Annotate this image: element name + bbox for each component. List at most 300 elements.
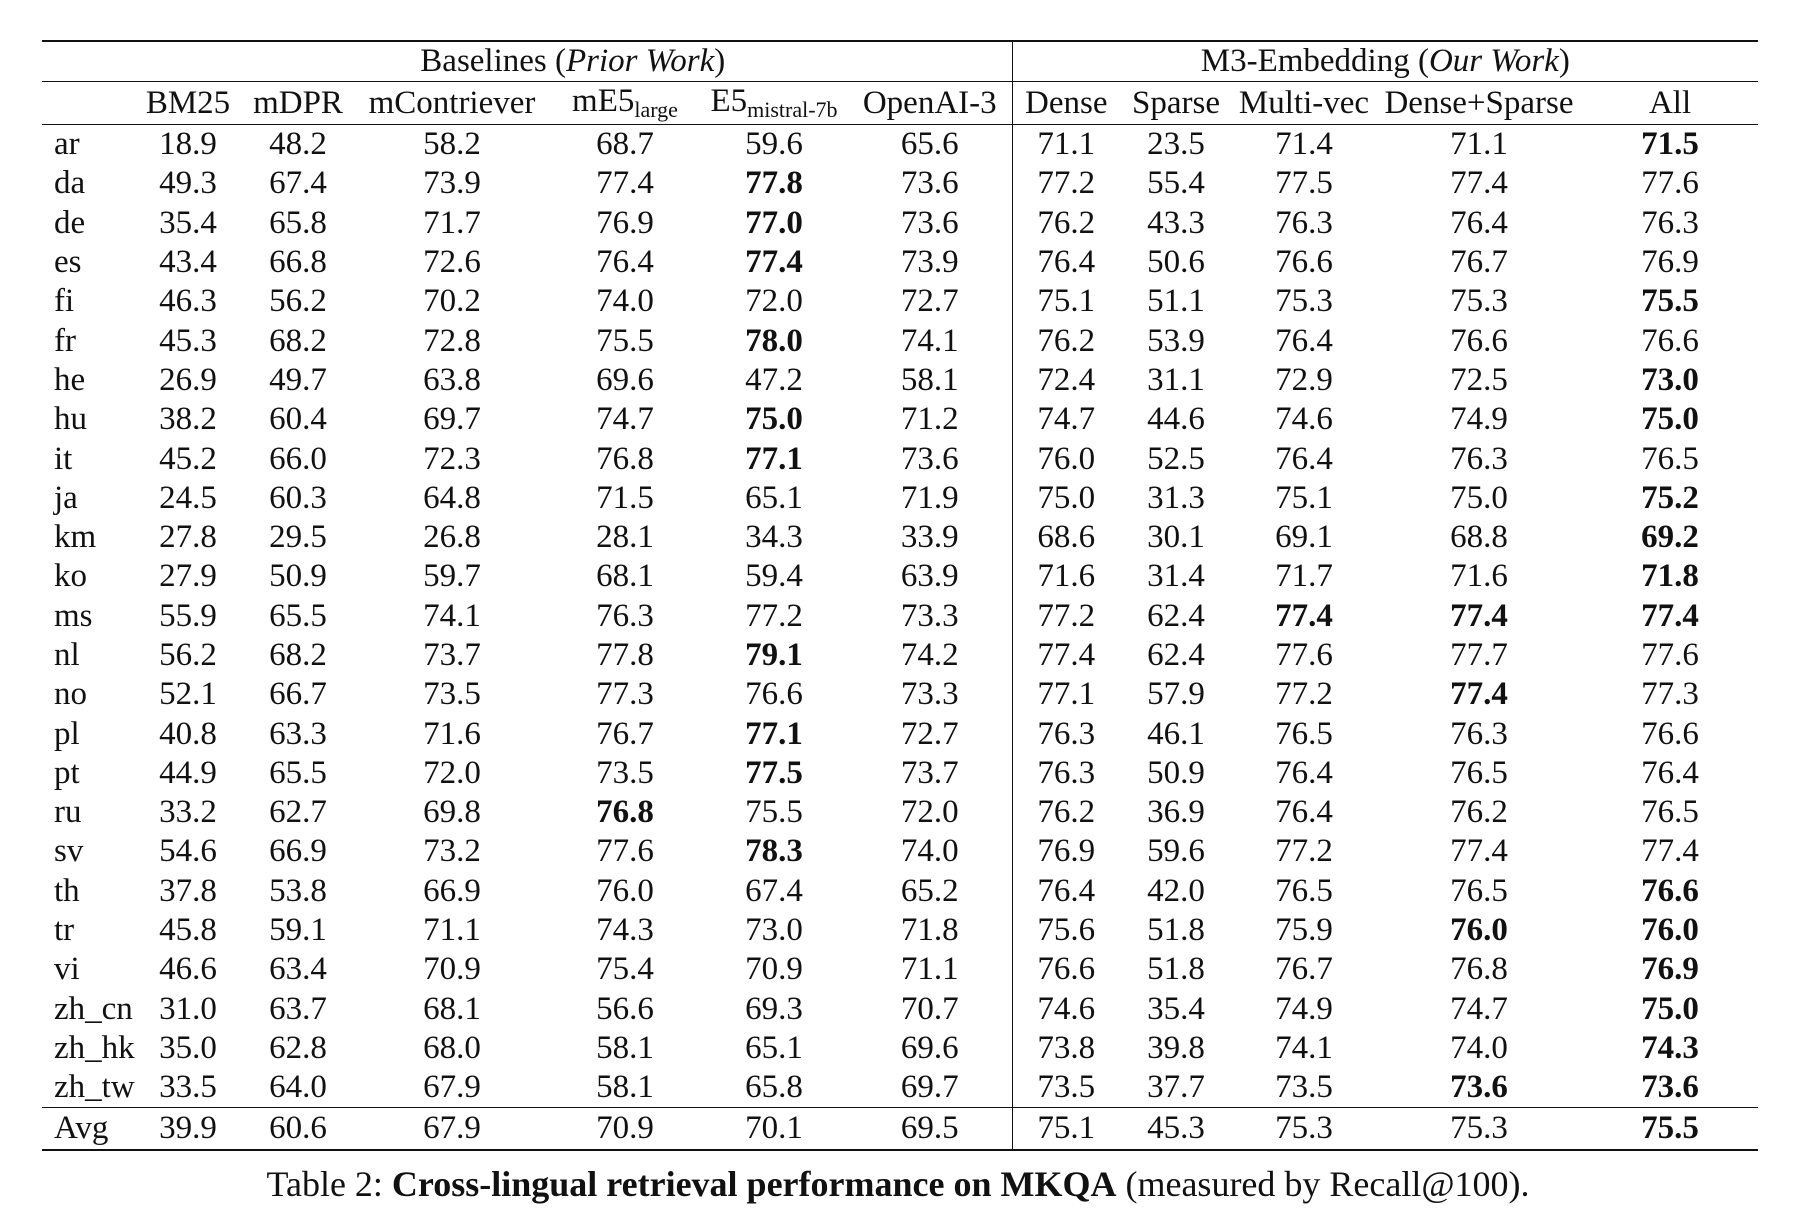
value-cell: 70.1 [700,1108,848,1151]
value-cell: 70.9 [745,951,803,988]
value-cell: 69.3 [745,990,803,1027]
value-cell: 77.4 [596,165,654,202]
value-cell: 75.3 [1232,1108,1376,1151]
value-cell: 71.1 [423,912,481,949]
table-row [42,361,1758,400]
table-row [42,479,1758,518]
value-cell: 77.6 [1641,165,1699,202]
table-row [42,439,1758,478]
value-cell: 71.6 [423,715,481,752]
value-cell: 76.5 [1450,872,1508,909]
value-cell: 76.7 [1450,244,1508,281]
column-header [1376,82,1582,125]
value-cell: 66.9 [269,833,327,870]
value-cell: 77.6 [596,833,654,870]
value-cell: 76.5 [1641,440,1699,477]
value-cell: 76.3 [1641,204,1699,241]
table-row [42,793,1758,832]
value-cell: 45.2 [159,440,217,477]
value-cell: 46.1 [1147,715,1205,752]
table-row [42,282,1758,321]
value-cell: 27.8 [159,519,217,556]
value-cell: 77.8 [745,165,803,202]
value-cell: 75.3 [1275,283,1333,320]
value-cell: 76.5 [1275,872,1333,909]
column-header-label: Sparse [1132,84,1220,121]
value-cell: 71.8 [900,912,959,949]
value-cell: 74.0 [900,833,959,870]
value-cell: 37.8 [159,872,217,909]
value-cell: 76.6 [1275,244,1333,281]
value-cell: 63.7 [269,990,327,1027]
language-cell: fr [54,322,76,359]
column-header-label: mContriever [368,84,536,121]
value-cell: 44.6 [1147,401,1205,438]
value-cell: 77.1 [745,715,803,752]
value-cell: 51.1 [1147,283,1205,320]
value-cell: 73.5 [1012,1068,1120,1108]
value-cell: 56.2 [159,637,217,673]
value-cell: 77.4 [1450,597,1508,634]
value-cell: 76.4 [1275,440,1333,477]
value-cell: 72.6 [423,244,481,281]
column-header-label: OpenAI-3 [862,84,997,121]
language-cell: no [54,676,87,713]
value-cell: 73.9 [900,244,959,281]
value-cell: 26.8 [423,519,481,556]
value-cell: 68.6 [1012,518,1120,557]
value-cell: 76.2 [1450,794,1508,831]
value-cell: 75.5 [745,794,803,831]
column-header [550,82,700,125]
value-cell: 35.0 [159,1029,217,1066]
value-cell: 74.9 [1275,990,1333,1027]
language-cell: ko [54,558,87,595]
value-cell: 65.5 [269,597,327,634]
table-row [42,872,1758,911]
value-cell: 73.6 [1450,1069,1508,1106]
value-cell: 75.1 [1012,1108,1120,1151]
value-cell: 76.6 [1450,322,1508,359]
table-row [42,164,1758,203]
value-cell: 76.4 [1275,754,1333,791]
value-cell: 69.5 [848,1108,1012,1151]
language-cell: da [54,165,86,202]
value-cell: 56.6 [596,990,654,1027]
language-cell: hu [54,401,87,438]
value-cell: 77.2 [745,597,803,634]
results-table [42,40,1758,1151]
value-cell: 77.2 [1275,833,1333,870]
table-row [42,832,1758,871]
value-cell: 47.2 [745,361,803,398]
value-cell: 76.0 [1641,912,1699,949]
value-cell: 75.0 [1641,990,1699,1027]
value-cell: 73.5 [423,676,481,713]
value-cell: 59.4 [745,558,803,595]
value-cell: 74.3 [596,912,654,949]
value-cell: 75.3 [1376,1108,1582,1151]
value-cell: 74.7 [1450,990,1508,1027]
column-header-label: Multi-vec [1238,84,1370,121]
value-cell: 73.0 [1641,361,1699,398]
baselines-group-header: Baselines (Prior Work) [134,41,1012,82]
value-cell: 73.6 [1641,1069,1699,1106]
value-cell: 76.4 [1450,204,1508,241]
value-cell: 55.9 [159,597,217,634]
value-cell: 77.4 [1450,833,1508,870]
value-cell: 76.4 [1275,794,1333,831]
value-cell: 44.9 [159,754,217,791]
value-cell: 63.9 [900,558,959,595]
value-cell: 76.4 [1012,243,1120,282]
value-cell: 76.0 [596,872,654,909]
value-cell: 67.9 [354,1108,550,1151]
value-cell: 57.9 [1147,676,1205,713]
language-cell: zh_tw [54,1069,135,1106]
value-cell: 68.1 [596,558,654,595]
value-cell: 73.7 [900,754,959,791]
value-cell: 75.3 [1450,283,1508,320]
value-cell: 74.7 [596,401,654,438]
value-cell: 74.2 [900,637,959,673]
value-cell: 64.0 [269,1069,327,1106]
value-cell: 72.7 [900,715,959,752]
value-cell: 71.1 [1376,125,1582,165]
language-cell: de [54,204,86,241]
value-cell: 76.3 [1275,204,1333,241]
value-cell: 69.6 [596,361,654,398]
corner-cell [42,41,134,82]
language-cell: ar [42,125,134,165]
table-row [42,675,1758,714]
value-cell: 70.9 [550,1108,700,1151]
value-cell: 70.7 [900,990,959,1027]
value-cell: 26.9 [159,361,217,398]
value-cell: 24.5 [159,479,217,516]
value-cell: 77.3 [1641,676,1699,713]
value-cell: 76.4 [596,244,654,281]
column-header-label: Dense+Sparse [1384,84,1574,121]
value-cell: 69.7 [423,401,481,438]
value-cell: 72.0 [900,794,959,831]
language-cell: pl [54,715,80,752]
value-cell: 76.6 [1012,950,1120,989]
value-cell: 70.9 [423,951,481,988]
value-cell: 67.4 [745,872,803,909]
table-row [42,1029,1758,1068]
value-cell: 69.8 [423,794,481,831]
language-cell: nl [54,637,80,673]
column-header-subscript: mistral-7b [747,97,838,122]
value-cell: 77.3 [596,676,654,713]
value-cell: 68.8 [1450,519,1508,556]
table-row [42,636,1758,675]
value-cell: 31.3 [1147,479,1205,516]
value-cell: 73.6 [900,440,959,477]
value-cell: 73.3 [900,676,959,713]
value-cell: 74.1 [423,597,481,634]
value-cell: 75.0 [745,401,803,438]
language-cell: Avg [42,1108,134,1151]
value-cell: 43.4 [159,244,217,281]
value-cell: 71.7 [1275,558,1333,595]
value-cell: 71.5 [1582,125,1758,165]
table-caption: Table 2: Cross-lingual retrieval performance on MKQA (measured by Recall@100). [266,1164,1530,1204]
column-header [1582,82,1758,125]
table-row [42,204,1758,243]
table-row [42,321,1758,360]
value-cell: 77.8 [596,637,654,673]
language-cell: sv [54,833,84,870]
value-cell: 43.3 [1147,204,1205,241]
language-cell: km [54,519,97,556]
value-cell: 31.0 [159,990,217,1027]
value-cell: 71.5 [596,479,654,516]
value-cell: 65.5 [269,754,327,791]
table-body [42,125,1758,1108]
m3-group-header: M3-Embedding (Our Work) [1012,41,1758,82]
value-cell: 75.9 [1275,912,1333,949]
value-cell: 46.3 [159,283,217,320]
value-cell: 76.9 [1641,951,1699,988]
value-cell: 77.4 [1275,597,1333,634]
column-header-label: BM25 [145,84,231,121]
value-cell: 67.4 [269,165,327,202]
table-row [42,950,1758,989]
value-cell: 68.2 [269,322,327,359]
value-cell: 60.3 [269,479,327,516]
value-cell: 75.1 [1012,282,1120,321]
language-cell: zh_cn [54,990,133,1027]
value-cell: 33.5 [159,1069,217,1106]
value-cell: 73.3 [900,597,959,634]
language-cell: th [54,872,80,909]
value-cell: 76.8 [596,794,654,831]
table-row [42,911,1758,950]
value-cell: 69.6 [900,1029,959,1066]
value-cell: 18.9 [134,125,242,165]
value-cell: 52.5 [1147,440,1205,477]
value-cell: 76.5 [1275,715,1333,752]
value-cell: 74.0 [1450,1029,1508,1066]
column-header-label: All [1648,84,1692,121]
value-cell: 72.0 [423,754,481,791]
value-cell: 73.8 [1012,1029,1120,1068]
column-header [848,82,1012,125]
value-cell: 75.2 [1641,479,1699,516]
value-cell: 56.2 [269,283,327,320]
value-cell: 58.1 [596,1029,654,1066]
value-cell: 33.9 [900,519,959,556]
value-cell: 76.3 [1012,714,1120,753]
column-header [1012,82,1120,125]
value-cell: 75.5 [1582,1108,1758,1151]
value-cell: 77.6 [1641,637,1699,673]
lang-header-cell [42,82,134,125]
value-cell: 67.9 [423,1069,481,1106]
value-cell: 74.7 [1012,400,1120,439]
value-cell: 50.6 [1147,244,1205,281]
value-cell: 73.9 [423,165,481,202]
value-cell: 77.4 [745,244,803,281]
value-cell: 45.3 [1120,1108,1232,1151]
value-cell: 50.9 [269,558,327,595]
value-cell: 76.3 [1450,440,1508,477]
value-cell: 36.9 [1147,794,1205,831]
value-cell: 75.0 [1641,401,1699,438]
table-footer [42,1108,1758,1151]
value-cell: 45.8 [159,912,217,949]
value-cell: 71.6 [1450,558,1508,595]
column-header [1120,82,1232,125]
table-row [42,125,1758,165]
value-cell: 58.2 [354,125,550,165]
table-row [42,714,1758,753]
column-header-label: E5 [710,83,748,119]
column-header-label: Dense [1025,84,1108,121]
value-cell: 76.5 [1450,754,1508,791]
language-cell: zh_hk [54,1029,135,1066]
value-cell: 50.9 [1147,754,1205,791]
value-cell: 73.5 [1275,1069,1333,1106]
value-cell: 69.2 [1641,519,1699,556]
value-cell: 76.4 [1275,322,1333,359]
language-cell: ms [54,597,93,634]
value-cell: 75.4 [596,951,654,988]
value-cell: 49.7 [269,361,327,398]
value-cell: 72.7 [900,283,959,320]
value-cell: 37.7 [1147,1069,1205,1106]
value-cell: 72.3 [423,440,481,477]
value-cell: 64.8 [423,479,481,516]
value-cell: 72.8 [423,322,481,359]
value-cell: 35.4 [1147,990,1205,1027]
value-cell: 68.0 [423,1029,481,1066]
column-header [1232,82,1376,125]
group-header-row [42,41,1758,82]
table-row [42,400,1758,439]
value-cell: 77.2 [1012,164,1120,203]
language-cell: pt [54,754,80,791]
column-header [242,82,354,125]
value-cell: 66.7 [269,676,327,713]
value-cell: 71.4 [1232,125,1376,165]
value-cell: 60.4 [269,401,327,438]
value-cell: 62.8 [269,1029,327,1066]
value-cell: 49.3 [159,165,217,202]
value-cell: 74.1 [1275,1029,1333,1066]
table-row [42,518,1758,557]
value-cell: 75.5 [596,322,654,359]
table-row [42,597,1758,636]
value-cell: 63.8 [423,361,481,398]
value-cell: 75.0 [1012,479,1120,518]
table-row [42,557,1758,596]
value-cell: 73.5 [596,754,654,791]
value-cell: 68.1 [423,990,481,1027]
value-cell: 72.5 [1450,361,1508,398]
value-cell: 77.2 [1275,676,1333,713]
value-cell: 76.4 [1012,872,1120,911]
table-row [42,243,1758,282]
value-cell: 73.0 [745,912,803,949]
value-cell: 77.4 [1450,165,1508,202]
value-cell: 59.1 [269,912,327,949]
value-cell: 52.1 [159,676,217,713]
value-cell: 74.9 [1450,401,1508,438]
value-cell: 53.8 [269,872,327,909]
value-cell: 71.9 [900,479,959,516]
value-cell: 70.2 [423,283,481,320]
value-cell: 40.8 [159,715,217,752]
value-cell: 76.2 [1012,321,1120,360]
language-cell: ja [54,479,78,516]
value-cell: 76.5 [1641,794,1699,831]
language-cell: fi [54,283,75,320]
value-cell: 68.7 [550,125,700,165]
value-cell: 63.3 [269,715,327,752]
value-cell: 76.8 [596,440,654,477]
value-cell: 60.6 [242,1108,354,1151]
value-cell: 51.8 [1147,912,1205,949]
value-cell: 69.7 [900,1069,959,1106]
value-cell: 76.2 [1012,793,1120,832]
value-cell: 51.8 [1147,951,1205,988]
language-cell: tr [54,912,75,949]
value-cell: 79.1 [745,637,803,673]
value-cell: 42.0 [1147,872,1205,909]
value-cell: 77.4 [1641,597,1699,634]
value-cell: 73.6 [900,204,959,241]
value-cell: 31.1 [1147,361,1205,398]
value-cell: 39.9 [134,1108,242,1151]
value-cell: 78.0 [745,322,803,359]
value-cell: 73.2 [423,833,481,870]
value-cell: 62.4 [1147,637,1205,673]
value-cell: 76.7 [1275,951,1333,988]
results-table-container [42,40,1758,1151]
value-cell: 58.1 [900,361,959,398]
column-header-subscript: large [634,97,678,122]
value-cell: 72.4 [1012,361,1120,400]
value-cell: 46.6 [159,951,217,988]
value-cell: 77.5 [745,754,803,791]
value-cell: 33.2 [159,794,217,831]
value-cell: 76.9 [596,204,654,241]
value-cell: 53.9 [1147,322,1205,359]
value-cell: 45.3 [159,322,217,359]
value-cell: 76.0 [1012,439,1120,478]
value-cell: 77.6 [1275,637,1333,673]
value-cell: 77.5 [1275,165,1333,202]
value-cell: 72.9 [1275,361,1333,398]
value-cell: 66.9 [423,872,481,909]
value-cell: 71.7 [423,204,481,241]
language-cell: it [54,440,73,477]
value-cell: 76.3 [1012,754,1120,793]
value-cell: 76.6 [1641,715,1699,752]
value-cell: 77.0 [745,204,803,241]
value-cell: 76.6 [1641,872,1699,909]
average-row [42,1108,1758,1151]
value-cell: 78.3 [745,833,803,870]
value-cell: 74.1 [900,322,959,359]
value-cell: 68.2 [269,637,327,673]
column-header-label: mE5 [572,83,635,119]
table-row [42,1068,1758,1108]
value-cell: 63.4 [269,951,327,988]
